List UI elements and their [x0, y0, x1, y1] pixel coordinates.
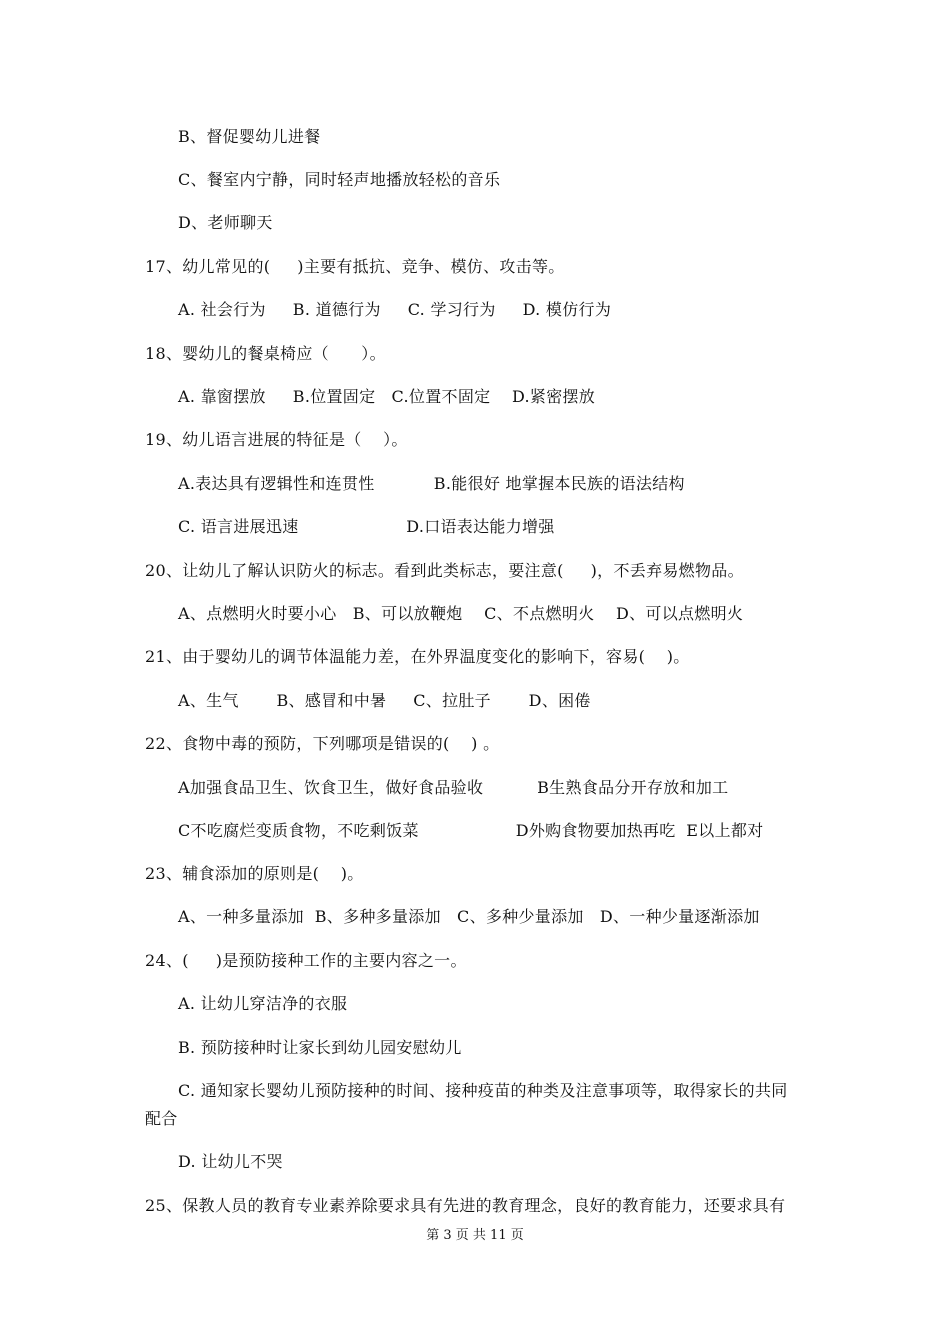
q17-options: A. 社会行为 B. 道德行为 C. 学习行为 D. 模仿行为	[178, 300, 612, 319]
question-21: 21、由于婴幼儿的调节体温能力差，在外界温度变化的影响下，容易( )。	[145, 647, 690, 666]
question-22: 22、食物中毒的预防，下列哪项是错误的( ) 。	[145, 734, 500, 753]
q24-option-c: C. 通知家长婴幼儿预防接种的时间、接种疫苗的种类及注意事项等，取得家长的共同	[178, 1081, 788, 1100]
q22-options-cde: C不吃腐烂变质食物，不吃剩饭菜 D外购食物要加热再吃 E以上都对	[178, 821, 764, 840]
question-18: 18、婴幼儿的餐桌椅应（ ）。	[145, 344, 386, 363]
q22-options-ab: A加强食品卫生、饮食卫生，做好食品验收 B生熟食品分开存放和加工	[178, 778, 729, 797]
q16-option-b: B、督促婴幼儿进餐	[178, 127, 321, 146]
question-23: 23、辅食添加的原则是( )。	[145, 864, 364, 883]
q21-options: A、生气 B、感冒和中暑 C、拉肚子 D、困倦	[178, 691, 591, 710]
q16-option-d: D、老师聊天	[178, 213, 273, 232]
question-19: 19、幼儿语言进展的特征是（ ）。	[145, 430, 408, 449]
q24-option-c-continued: 配合	[145, 1109, 178, 1128]
question-20: 20、让幼儿了解认识防火的标志。看到此类标志，要注意( )，不丢弃易燃物品。	[145, 561, 744, 580]
q24-option-d: D. 让幼儿不哭	[178, 1152, 283, 1171]
q23-options: A、一种多量添加 B、多种多量添加 C、多种少量添加 D、一种少量逐渐添加	[178, 907, 760, 926]
question-17: 17、幼儿常见的( )主要有抵抗、竞争、模仿、攻击等。	[145, 257, 565, 276]
q24-option-b: B. 预防接种时让家长到幼儿园安慰幼儿	[178, 1038, 462, 1057]
page-footer: 第 3 页 共 11 页	[426, 1228, 524, 1243]
q19-options-ab: A.表达具有逻辑性和连贯性 B.能很好 地掌握本民族的语法结构	[178, 474, 685, 493]
q20-options: A、点燃明火时要小心 B、可以放鞭炮 C、不点燃明火 D、可以点燃明火	[178, 604, 744, 623]
question-25: 25、保教人员的教育专业素养除要求具有先进的教育理念，良好的教育能力，还要求具有	[145, 1196, 786, 1215]
q19-options-cd: C. 语言进展迅速 D.口语表达能力增强	[178, 517, 555, 536]
q16-option-c: C、餐室内宁静，同时轻声地播放轻松的音乐	[178, 170, 501, 189]
q18-options: A. 靠窗摆放 B.位置固定 C.位置不固定 D.紧密摆放	[178, 387, 596, 406]
q24-option-a: A. 让幼儿穿洁净的衣服	[178, 994, 348, 1013]
question-24: 24、( )是预防接种工作的主要内容之一。	[145, 951, 467, 970]
